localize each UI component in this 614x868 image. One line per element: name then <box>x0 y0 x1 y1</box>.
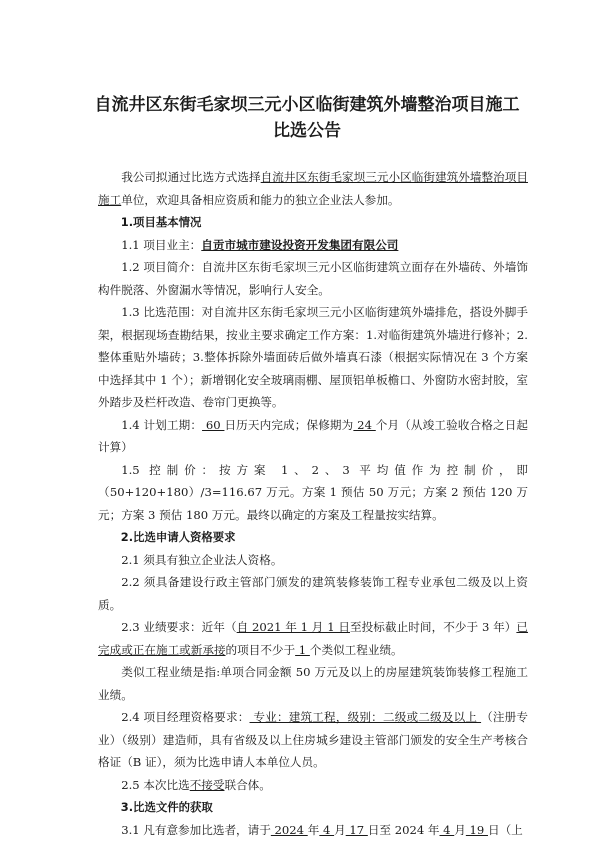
item-2-2: 2.2 须具备建设行政主管部门颁发的建筑装修装饰工程专业承包二级及以上资质。 <box>98 575 528 612</box>
title-line-2: 比选公告 <box>273 121 341 141</box>
section-1-heading: 1.项目基本情况 <box>120 215 202 229</box>
item-3-1-label: 3.1 凡有意参加比选者，请于 <box>121 822 271 837</box>
intro-paragraph <box>98 166 528 211</box>
item-2-3-text-end: 个类似工程业绩。 <box>309 642 403 657</box>
intro-text: 我公司拟通过比选方式选择 <box>121 170 261 184</box>
project-status: 已完成或正在施工或新承接 <box>98 620 529 657</box>
start-date: 自 2021 年 1 月 1 日 <box>236 620 350 634</box>
intro-text-end: 单位，欢迎具备相应资质和能力的独立企业法人参加。 <box>121 192 400 207</box>
item-1-5: 1.5 控制价：按方案 1、2、3 平均值作为控制价，即（50+120+180）/3=116.67 万元。方案 1 预估 50 万元；方案 2 预估 120 万元；方案 3 预估 180 万元。最终以确定的方案及工程量按实结算。 <box>98 462 528 522</box>
item-1-3: 1.3 比选范围：对自流井区东街毛家坝三元小区临街建筑外墙排危，搭设外脚手架，根据现场查勘结果，按业主要求确定工作方案：1.对临街建筑外墙进行修补；2.整体重贴外墙砖；3.整体拆除外墙面砖后做外墙真石漆（根据实际情况在 3 个方案中选择其中 1 个）；新增钢化安全玻璃雨棚、屋顶铝单板檐口、外窗防水密封胶，室外踏步及栏杆改造、卷帘门更换等。 <box>98 305 528 409</box>
item-2-4-label: 2.4 项目经理资格要求： <box>121 710 250 724</box>
item-2-3-label: 2.3 业绩要求：近年（ <box>121 620 237 634</box>
start-month: 4 <box>319 822 335 837</box>
item-2-5-text: 联合体。 <box>224 777 271 792</box>
item-1-4-label: 1.4 计划工期： <box>121 417 203 432</box>
section-2-heading: 2.比选申请人资格要求 <box>120 530 236 544</box>
end-day: 19 <box>465 822 488 837</box>
document-title <box>60 92 554 144</box>
document-body <box>98 166 528 841</box>
item-2-1: 2.1 须具有独立企业法人资格。 <box>121 552 283 567</box>
year-unit: 年 <box>307 822 320 837</box>
item-1-4-text-end: 个月（从竣工验收合格之日起计算） <box>98 417 529 454</box>
item-2-3-note: 类似工程业绩是指:单项合同金额 50 万元及以上的房屋建筑装饰装修工程施工业绩。 <box>98 665 528 702</box>
item-3-1-text-end: 日（上 <box>487 822 523 837</box>
month-unit: 月 <box>334 822 346 837</box>
start-day: 17 <box>345 822 368 837</box>
item-1-4 <box>98 414 528 459</box>
end-month: 4 <box>439 822 455 837</box>
start-year: 2024 <box>270 822 308 837</box>
item-2-4 <box>98 706 528 774</box>
item-2-4-text: （注册专业）（级别）建造师，具有省级及以上住房城乡建设主管部门颁发的安全生产考核合格证（B 证），须为比选申请人本单位人员。 <box>98 710 528 769</box>
item-2-3 <box>98 616 528 661</box>
warranty-months: 24 <box>353 417 376 432</box>
item-1-1-label: 1.1 项目业主： <box>121 237 202 252</box>
project-owner: 自贡市城市建设投资开发集团有限公司 <box>201 237 399 252</box>
section-3-heading: 3.比选文件的获取 <box>120 800 213 814</box>
item-1-4-text: 日历天内完成；保修期为 <box>224 417 354 432</box>
item-2-5-label: 2.5 本次比选 <box>121 777 190 792</box>
schedule-days: 60 <box>202 417 225 432</box>
consortium-rule: 不接受 <box>189 777 225 792</box>
title-line-1: 自流井区东街毛家坝三元小区临街建筑外墙整治项目施工 <box>94 95 520 115</box>
item-1-1 <box>98 234 528 257</box>
item-2-5 <box>98 774 528 797</box>
item-2-3-text-2: 的项目不少于 <box>225 642 296 657</box>
item-1-2: 1.2 项目简介：自流井区东街毛家坝三元小区临街建筑立面存在外墙砖、外墙饰构件脱落、外窗漏水等情况，影响行人安全。 <box>98 260 528 297</box>
item-2-3-text: 至投标截止时间，不少于 3 年） <box>350 620 517 634</box>
month-unit-2: 月 <box>454 822 466 837</box>
project-count: 1 <box>295 642 310 657</box>
manager-qualification: 专业：建筑工程，级别：二级或二级及以上 <box>249 710 482 724</box>
project-name-underlined: 自流井区东街毛家坝三元小区临街建筑外墙整治项目施工 <box>98 170 528 207</box>
item-3-1 <box>98 819 528 842</box>
end-year-text: 日至 2024 年 <box>367 822 440 837</box>
